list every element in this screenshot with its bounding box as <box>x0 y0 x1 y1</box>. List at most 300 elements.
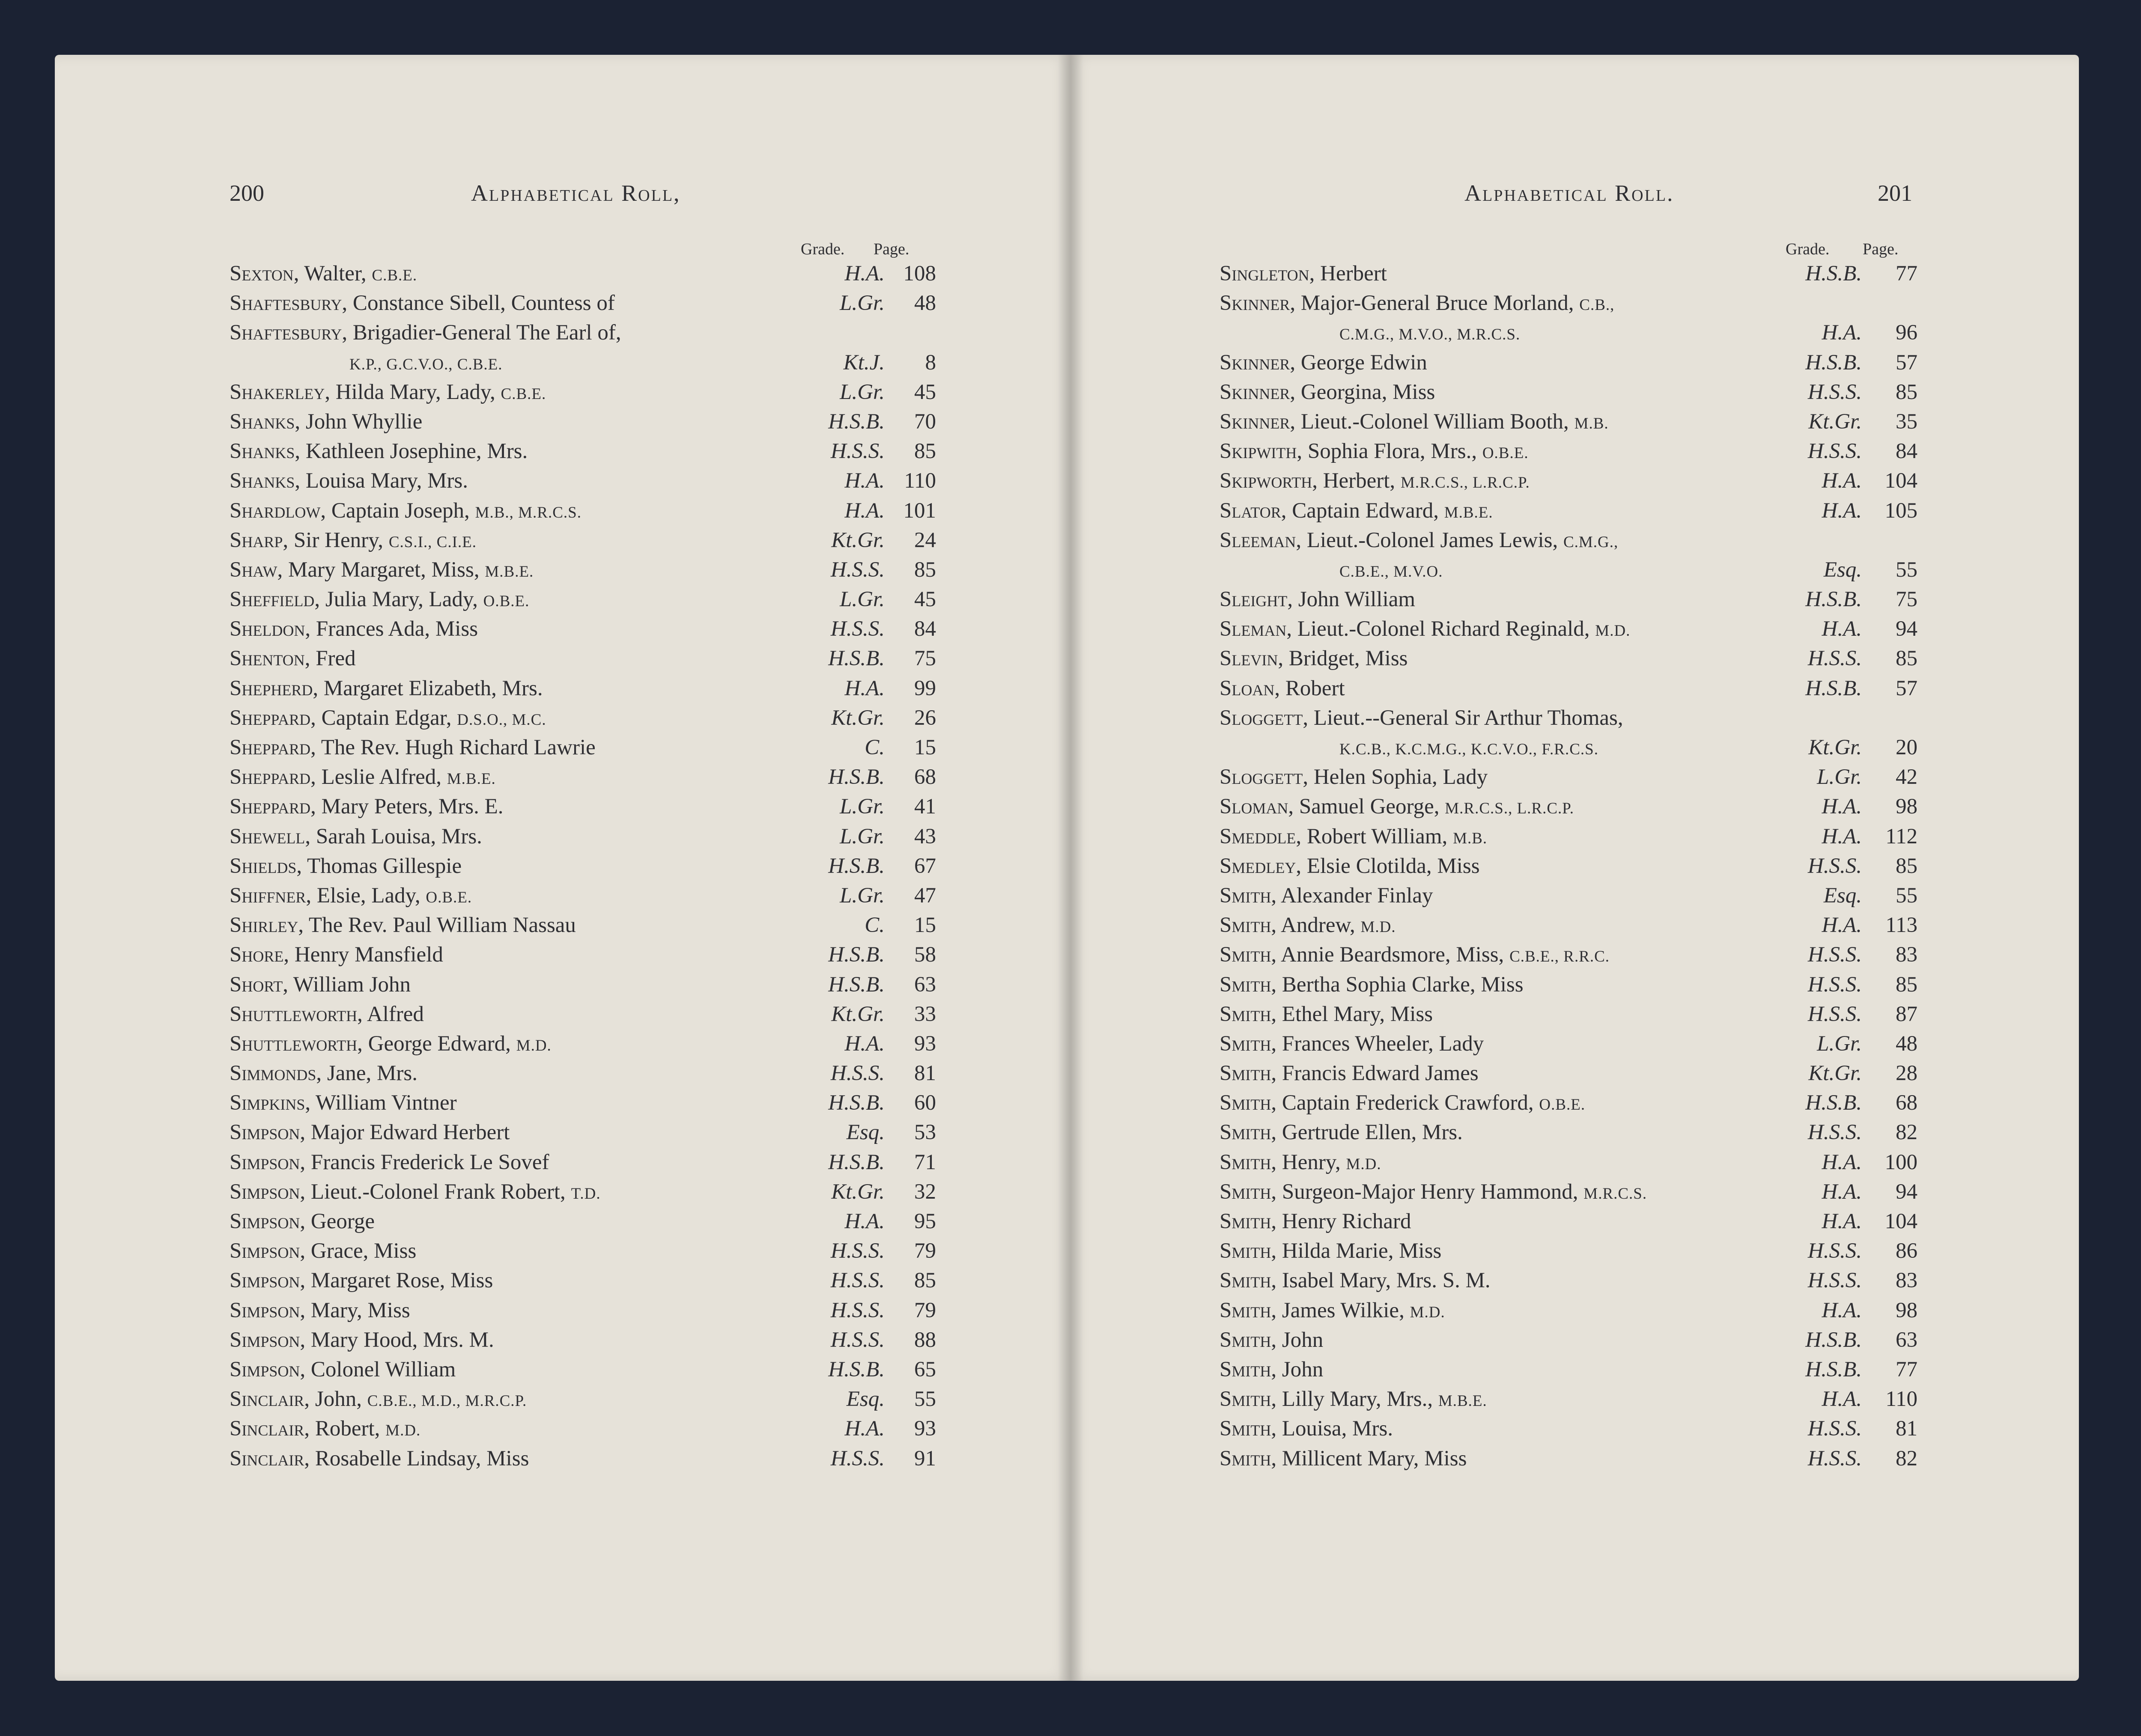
roll-entry <box>1220 1444 1917 1474</box>
entry-surname: Smith <box>1220 1150 1271 1174</box>
entry-name <box>230 407 422 438</box>
entry-grade: Esq. <box>846 1387 885 1411</box>
entry-given-names: , Lilly Mary, Mrs., <box>1271 1387 1438 1411</box>
entry-honors: M.R.C.S. <box>1583 1185 1647 1203</box>
entry-grade: H.S.B. <box>828 943 885 967</box>
entry-given-names: , Fred <box>304 646 356 671</box>
entry-surname: Sleeman <box>1220 528 1296 552</box>
roll-entry <box>230 289 936 318</box>
entry-grade: H.S.S. <box>830 617 885 641</box>
entry-name <box>230 762 496 794</box>
roll-entry <box>1220 1000 1917 1029</box>
entry-surname: Shaw <box>230 557 277 582</box>
entry-honors: M.R.C.S., L.R.C.P. <box>1445 800 1574 818</box>
entry-surname: Skinner <box>1220 380 1290 404</box>
entry-page: 68 <box>1896 1091 1917 1115</box>
entry-name <box>230 437 528 468</box>
entry-surname: Singleton <box>1220 262 1309 286</box>
entry-surname: Shenton <box>230 646 305 671</box>
roll-entry <box>230 585 936 614</box>
entry-name <box>1220 881 1433 912</box>
entry-grade: H.S.S. <box>1807 646 1862 671</box>
entry-page: 96 <box>1896 321 1917 345</box>
entry-grade: L.Gr. <box>1817 765 1862 789</box>
entry-page: 55 <box>1896 883 1917 908</box>
roll-entry <box>1220 555 1917 585</box>
entry-page: 77 <box>1896 1357 1917 1382</box>
entry-page: 81 <box>914 1061 936 1086</box>
entry-grade: H.S.B. <box>828 646 885 671</box>
entry-name <box>1220 1177 1647 1209</box>
roll-entry <box>1220 881 1917 911</box>
entry-page: 33 <box>914 1002 936 1026</box>
roll-entry <box>1220 1355 1917 1385</box>
entry-name <box>1220 1266 1491 1297</box>
entry-surname: Shanks <box>230 439 295 464</box>
entry-given-names: , Frances Ada, Miss <box>305 617 478 641</box>
entry-name <box>1220 259 1387 290</box>
roll-entry <box>1220 762 1917 792</box>
entry-grade: H.S.S. <box>1807 1269 1862 1293</box>
entry-page: 104 <box>1885 469 1917 493</box>
entry-name <box>1220 526 1618 557</box>
entry-given-names: , The Rev. Paul William Nassau <box>298 913 576 938</box>
entry-given-names: , Captain Frederick Crawford, <box>1271 1091 1539 1115</box>
roll-entry <box>1220 1059 1917 1088</box>
entry-surname: Smith <box>1220 1209 1271 1233</box>
entry-name <box>1220 792 1574 823</box>
entry-name <box>1339 733 1598 764</box>
entry-given-names: , Millicent Mary, Miss <box>1271 1446 1467 1471</box>
entry-grade: L.Gr. <box>840 587 885 612</box>
roll-entry <box>1220 1385 1917 1414</box>
entry-name <box>230 1414 420 1445</box>
entry-surname: Slevin <box>1220 646 1278 671</box>
entry-grade: H.S.B. <box>1805 1357 1862 1382</box>
entry-name <box>230 526 477 557</box>
entry-grade: H.A. <box>1822 617 1862 641</box>
entry-given-names: , James Wilkie, <box>1271 1298 1410 1322</box>
roll-entry <box>1220 940 1917 970</box>
right-grade-column-head: Grade. <box>1786 240 1830 258</box>
entry-page: 41 <box>914 795 936 819</box>
roll-entry <box>230 1325 936 1355</box>
left-grade-column-head: Grade. <box>801 240 845 258</box>
entry-grade: C. <box>865 913 885 938</box>
entry-page: 84 <box>1896 439 1917 464</box>
entry-given-names: , Herbert <box>1309 262 1387 286</box>
roll-entry <box>230 733 936 762</box>
roll-entry <box>230 1207 936 1236</box>
entry-name <box>230 1236 416 1268</box>
roll-entry <box>1220 792 1917 822</box>
entry-given-names: , John, <box>304 1387 367 1411</box>
entry-page: 43 <box>914 824 936 849</box>
left-running-head: Alphabetical Roll, <box>471 180 681 206</box>
roll-entry <box>230 407 936 437</box>
entry-grade: H.A. <box>844 262 885 286</box>
entry-name <box>230 703 546 735</box>
roll-entry <box>230 911 936 940</box>
entry-given-names: , George Edwin <box>1290 350 1427 375</box>
entry-page: 48 <box>914 291 936 316</box>
entry-surname: Shepherd <box>230 676 313 700</box>
entry-name <box>1220 1325 1323 1357</box>
entry-page: 45 <box>914 380 936 404</box>
roll-entry <box>230 526 936 555</box>
entry-given-names: , Walter, <box>293 262 372 286</box>
entry-grade: H.A. <box>1822 1209 1862 1233</box>
entry-name <box>230 881 472 912</box>
entry-given-names: , Helen Sophia, Lady <box>1303 765 1488 789</box>
roll-entry <box>1220 911 1917 940</box>
roll-entry <box>230 1444 936 1474</box>
entry-honors: O.B.E. <box>1482 444 1529 462</box>
roll-entry <box>1220 289 1917 318</box>
entry-page: 24 <box>914 528 936 552</box>
entry-given-names: , Lieut.-Colonel Richard Reginald, <box>1286 617 1595 641</box>
roll-entry <box>1220 318 1917 348</box>
entry-grade: H.S.S. <box>830 1061 885 1086</box>
entry-surname: Skinner <box>1220 350 1290 375</box>
entry-given-names: , Andrew, <box>1271 913 1361 938</box>
entry-grade: H.S.S. <box>830 557 885 582</box>
entry-grade: H.S.S. <box>1807 972 1862 997</box>
entry-given-names: , Ethel Mary, Miss <box>1271 1002 1433 1026</box>
entry-surname: Sharp <box>230 528 283 552</box>
entry-page: 110 <box>904 469 936 493</box>
entry-honors: O.B.E. <box>483 593 530 610</box>
entry-grade: Kt.Gr. <box>831 1002 885 1026</box>
entry-name <box>1220 614 1630 646</box>
entry-surname: Short <box>230 972 283 997</box>
entry-given-names: , Surgeon-Major Henry Hammond, <box>1271 1179 1584 1204</box>
entry-given-names: , Louisa, Mrs. <box>1271 1417 1393 1441</box>
roll-entry <box>1220 1088 1917 1118</box>
entry-name <box>230 792 504 823</box>
entry-given-names: , Constance Sibell, Countess of <box>342 291 615 316</box>
entry-name <box>1220 496 1493 527</box>
roll-entry <box>230 1385 936 1414</box>
roll-entry <box>1220 674 1917 703</box>
entry-given-names: , Mary Hood, Mrs. M. <box>300 1328 494 1352</box>
entry-grade: H.A. <box>844 1031 885 1056</box>
entry-name <box>1220 585 1415 616</box>
entry-grade: H.A. <box>1822 795 1862 819</box>
entry-grade: H.A. <box>844 498 885 523</box>
roll-entry <box>230 437 936 466</box>
entry-page: 85 <box>1896 972 1917 997</box>
entry-surname: Smeddle <box>1220 824 1296 849</box>
entry-given-names: , Elsie Clotilda, Miss <box>1296 854 1480 878</box>
roll-entry <box>230 674 936 703</box>
entry-name <box>1220 674 1345 705</box>
roll-entry <box>230 792 936 822</box>
roll-entry <box>230 881 936 911</box>
entry-surname: Sloan <box>1220 676 1275 700</box>
roll-entry <box>1220 585 1917 614</box>
entry-given-names: , Mary, Miss <box>300 1298 410 1322</box>
roll-entry <box>230 1148 936 1177</box>
roll-entry <box>230 1266 936 1295</box>
entry-name <box>230 940 443 971</box>
entry-given-names: , Samuel George, <box>1288 795 1445 819</box>
entry-page: 82 <box>1896 1446 1917 1471</box>
entry-surname: Simpson <box>230 1239 300 1263</box>
entry-surname: Simpson <box>230 1120 300 1145</box>
entry-page: 63 <box>914 972 936 997</box>
entry-surname: Sinclair <box>230 1417 304 1441</box>
roll-entry <box>1220 1177 1917 1207</box>
entry-surname: Shanks <box>230 469 295 493</box>
entry-surname: Shuttleworth <box>230 1031 358 1056</box>
entry-given-names: , Margaret Rose, Miss <box>300 1269 493 1293</box>
entry-page: 60 <box>914 1091 936 1115</box>
entry-page: 53 <box>914 1120 936 1145</box>
entry-honors: C.S.I., C.I.E. <box>388 533 477 551</box>
roll-entry <box>1220 970 1917 1000</box>
entry-grade: H.A. <box>844 676 885 700</box>
entry-name <box>1220 762 1488 794</box>
roll-entry <box>230 644 936 673</box>
entry-name <box>230 555 534 587</box>
entry-surname: Shaftesbury <box>230 291 342 316</box>
entry-name <box>349 348 502 379</box>
entry-page: 85 <box>1896 854 1917 878</box>
entry-honors: C.B.E. <box>372 267 417 284</box>
entry-grade: H.A. <box>1822 1387 1862 1411</box>
entry-page: 35 <box>1896 409 1917 434</box>
entry-name <box>1339 555 1443 587</box>
entry-grade: H.A. <box>844 1209 885 1233</box>
entry-given-names: , Captain Edgar, <box>310 706 457 730</box>
entry-grade: C. <box>865 735 885 759</box>
entry-surname: Shaftesbury <box>230 321 342 345</box>
entry-honors: M.D. <box>1360 918 1396 936</box>
entry-page: 28 <box>1896 1061 1917 1086</box>
entry-surname: Smith <box>1220 1269 1271 1293</box>
entry-page: 77 <box>1896 262 1917 286</box>
entry-given-names: , Georgina, Miss <box>1290 380 1435 404</box>
entry-name <box>230 911 576 942</box>
entry-honors: M.B.E. <box>1444 503 1493 521</box>
entry-name <box>1220 466 1530 497</box>
entry-given-names: , Gertrude Ellen, Mrs. <box>1271 1120 1463 1145</box>
entry-given-names: , Herbert, <box>1312 469 1401 493</box>
entry-surname: Shields <box>230 854 297 878</box>
right-running-head: Alphabetical Roll. <box>1464 180 1674 206</box>
entry-grade: H.A. <box>1822 1298 1862 1322</box>
roll-entry <box>230 822 936 852</box>
entry-surname: Skinner <box>1220 409 1290 434</box>
book-gutter <box>1058 55 1083 1681</box>
left-roll-list <box>230 259 936 1474</box>
entry-grade: H.S.B. <box>828 409 885 434</box>
roll-entry <box>230 555 936 585</box>
entry-grade: H.S.B. <box>828 1357 885 1382</box>
entry-given-names: , Jane, Mrs. <box>316 1061 417 1086</box>
entry-given-names: , Robert William, <box>1296 824 1453 849</box>
entry-name <box>230 733 596 764</box>
entry-grade: L.Gr. <box>840 380 885 404</box>
entry-page: 32 <box>914 1179 936 1204</box>
entry-name <box>1220 970 1524 1001</box>
entry-honors: M.B. <box>1453 829 1488 847</box>
entry-grade: H.S.B. <box>1805 676 1862 700</box>
entry-name <box>230 1177 601 1209</box>
entry-honors: M.B.E. <box>447 770 496 788</box>
entry-grade: Kt.Gr. <box>831 706 885 730</box>
entry-name <box>1220 1148 1381 1179</box>
entry-grade: Kt.J. <box>843 350 885 375</box>
entry-grade: L.Gr. <box>1817 1031 1862 1056</box>
entry-page: 93 <box>914 1417 936 1441</box>
entry-page: 88 <box>914 1328 936 1352</box>
entry-given-names: , Brigadier-General The Earl of, <box>342 321 621 345</box>
entry-given-names: , John <box>1271 1328 1324 1352</box>
entry-grade: H.A. <box>1822 1179 1862 1204</box>
entry-name <box>1220 407 1609 438</box>
entry-surname: Sloman <box>1220 795 1288 819</box>
entry-given-names: , Captain Edward, <box>1281 498 1444 523</box>
entry-given-names: , Major Edward Herbert <box>300 1120 510 1145</box>
entry-given-names: , Robert <box>1274 676 1345 700</box>
entry-grade: Kt.Gr. <box>1808 1061 1862 1086</box>
entry-grade: H.S.B. <box>1805 350 1862 375</box>
entry-surname: Sheffield <box>230 587 315 612</box>
entry-name <box>1220 1029 1484 1060</box>
roll-entry <box>1220 1207 1917 1236</box>
entry-given-names: , Hilda Mary, Lady, <box>325 380 501 404</box>
entry-name <box>230 496 581 527</box>
entry-honors: C.B.E., M.V.O. <box>1339 563 1443 581</box>
entry-page: 94 <box>1896 617 1917 641</box>
entry-surname: Sheldon <box>230 617 305 641</box>
entry-name <box>230 1325 494 1357</box>
entry-page: 91 <box>914 1446 936 1471</box>
entry-page: 100 <box>1885 1150 1917 1174</box>
entry-page: 45 <box>914 587 936 612</box>
entry-page: 105 <box>1885 498 1917 523</box>
entry-surname: Smith <box>1220 1239 1271 1263</box>
entry-given-names: , Margaret Elizabeth, Mrs. <box>313 676 543 700</box>
entry-name <box>230 1118 510 1149</box>
entry-surname: Slator <box>1220 498 1281 523</box>
roll-entry <box>230 614 936 644</box>
entry-surname: Simpson <box>230 1269 300 1293</box>
roll-entry <box>230 762 936 792</box>
entry-honors: C.B., <box>1579 296 1615 314</box>
entry-grade: L.Gr. <box>840 824 885 849</box>
entry-name <box>230 1296 410 1327</box>
entry-grade: H.S.S. <box>830 1328 885 1352</box>
entry-given-names: , Annie Beardsmore, Miss, <box>1271 943 1510 967</box>
entry-honors: T.D. <box>571 1185 601 1203</box>
roll-entry <box>1220 1236 1917 1266</box>
entry-grade: H.S.S. <box>1807 1002 1862 1026</box>
entry-name <box>1339 318 1520 349</box>
entry-page: 70 <box>914 409 936 434</box>
entry-surname: Smith <box>1220 1357 1271 1382</box>
roll-entry <box>230 940 936 970</box>
right-roll-list <box>1220 259 1917 1474</box>
entry-grade: L.Gr. <box>840 883 885 908</box>
entry-page: 42 <box>1896 765 1917 789</box>
entry-given-names: , Bridget, Miss <box>1278 646 1408 671</box>
entry-grade: L.Gr. <box>840 291 885 316</box>
entry-grade: H.A. <box>844 1417 885 1441</box>
entry-surname: Sheppard <box>230 795 311 819</box>
entry-surname: Simpson <box>230 1328 300 1352</box>
entry-page: 94 <box>1896 1179 1917 1204</box>
entry-name <box>1220 1207 1411 1238</box>
entry-name <box>230 1148 549 1179</box>
entry-grade: H.S.B. <box>1805 587 1862 612</box>
entry-page: 57 <box>1896 676 1917 700</box>
entry-name <box>230 378 546 409</box>
entry-surname: Shore <box>230 943 284 967</box>
entry-name <box>230 318 621 349</box>
entry-name <box>1220 703 1623 735</box>
entry-given-names: , Robert, <box>304 1417 386 1441</box>
entry-name <box>1220 911 1396 942</box>
roll-entry <box>230 703 936 733</box>
entry-page: 87 <box>1896 1002 1917 1026</box>
roll-entry <box>1220 1325 1917 1355</box>
entry-surname: Sheppard <box>230 706 311 730</box>
entry-given-names: , Mary Peters, Mrs. E. <box>310 795 504 819</box>
entry-given-names: , Henry Mansfield <box>283 943 443 967</box>
entry-name <box>1220 289 1614 320</box>
entry-name <box>230 585 529 616</box>
roll-entry <box>230 970 936 1000</box>
roll-entry <box>1220 466 1917 496</box>
entry-surname: Sleman <box>1220 617 1287 641</box>
entry-page: 67 <box>914 854 936 878</box>
entry-given-names: , The Rev. Hugh Richard Lawrie <box>310 735 596 759</box>
entry-surname: Shirley <box>230 913 298 938</box>
entry-page: 63 <box>1896 1328 1917 1352</box>
entry-grade: Kt.Gr. <box>831 1179 885 1204</box>
entry-page: 112 <box>1885 824 1917 849</box>
entry-surname: Smith <box>1220 1002 1271 1026</box>
entry-surname: Simpson <box>230 1298 300 1322</box>
entry-grade: Esq. <box>1823 557 1862 582</box>
entry-page: 79 <box>914 1298 936 1322</box>
entry-honors: C.B.E., M.D., M.R.C.P. <box>367 1392 527 1410</box>
roll-entry <box>1220 526 1917 555</box>
entry-given-names: , Lieut.-Colonel William Booth, <box>1290 409 1574 434</box>
entry-honors: M.B.E. <box>1438 1392 1487 1410</box>
right-page-column-head: Page. <box>1863 240 1899 258</box>
roll-entry <box>230 259 936 289</box>
entry-given-names: , Mary Margaret, Miss, <box>277 557 485 582</box>
entry-name <box>1220 1355 1323 1386</box>
entry-grade: H.S.S. <box>1807 943 1862 967</box>
entry-surname: Smith <box>1220 1031 1271 1056</box>
entry-name <box>230 1059 417 1090</box>
entry-surname: Simpkins <box>230 1091 305 1115</box>
entry-grade: H.S.S. <box>1807 1417 1862 1441</box>
entry-surname: Sloggett <box>1220 706 1303 730</box>
entry-surname: Smedley <box>1220 854 1296 878</box>
entry-given-names: , Bertha Sophia Clarke, Miss <box>1271 972 1524 997</box>
entry-name <box>1220 852 1480 883</box>
roll-entry <box>230 318 936 348</box>
entry-page: 79 <box>914 1239 936 1263</box>
right-page-number: 201 <box>1878 180 1912 206</box>
entry-surname: Skipworth <box>1220 469 1312 493</box>
